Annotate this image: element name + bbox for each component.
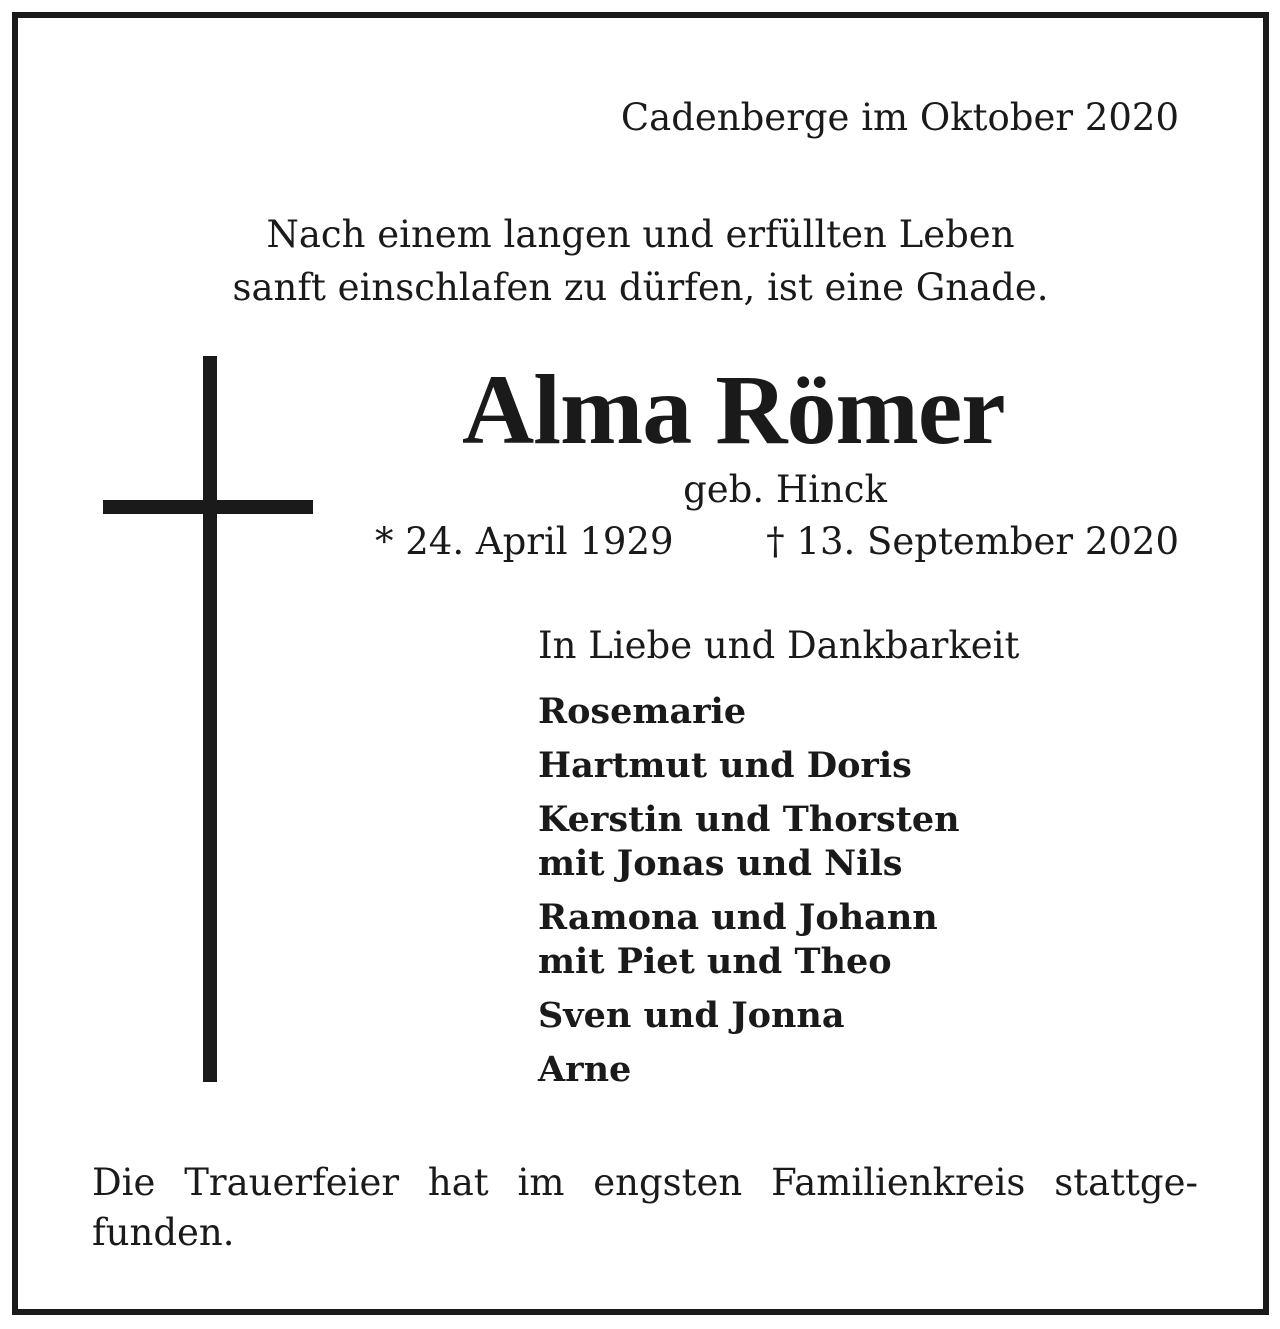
thanks-line: In Liebe und Dankbarkeit bbox=[538, 624, 1020, 667]
cross-icon-vertical-bar bbox=[203, 356, 217, 1082]
mourner-entry bbox=[538, 744, 960, 788]
place-date: Cadenberge im Oktober 2020 bbox=[620, 96, 1179, 139]
birth-date: * 24. April 1929 bbox=[375, 520, 674, 563]
mourner-line: Arne bbox=[538, 1049, 632, 1090]
mourner-line: Rosemarie bbox=[538, 691, 747, 732]
mourner-line: Ramona und Johann bbox=[538, 897, 938, 938]
obituary-frame bbox=[12, 12, 1269, 1315]
mourner-line: mit Jonas und Nils bbox=[538, 843, 903, 884]
motto-line-2: sanft einschlafen zu dürfen, ist eine Gnade. bbox=[232, 266, 1049, 309]
mourner-line: mit Piet und Theo bbox=[538, 941, 892, 982]
mourners-list bbox=[538, 690, 960, 1102]
funeral-note-line-2: funden. bbox=[92, 1211, 235, 1254]
motto-line-1: Nach einem langen und erfüllten Leben bbox=[266, 213, 1015, 256]
mourner-entry bbox=[538, 690, 960, 734]
funeral-note-line-1: Die Trauerfeier hat im engsten Familienkreis stattge- bbox=[92, 1161, 1198, 1204]
mourner-entry bbox=[538, 1048, 960, 1092]
mourner-line: Kerstin und Thorsten bbox=[538, 799, 960, 840]
mourner-line: Sven und Jonna bbox=[538, 995, 845, 1036]
maiden-name: geb. Hinck bbox=[683, 468, 887, 511]
mourner-line: Hartmut und Doris bbox=[538, 745, 912, 786]
motto bbox=[18, 208, 1263, 314]
death-date: † 13. September 2020 bbox=[766, 520, 1179, 563]
deceased-name: Alma Römer bbox=[462, 354, 1005, 465]
mourner-entry bbox=[538, 896, 960, 984]
mourner-entry bbox=[538, 798, 960, 886]
mourner-entry bbox=[538, 994, 960, 1038]
funeral-note bbox=[92, 1158, 1198, 1258]
